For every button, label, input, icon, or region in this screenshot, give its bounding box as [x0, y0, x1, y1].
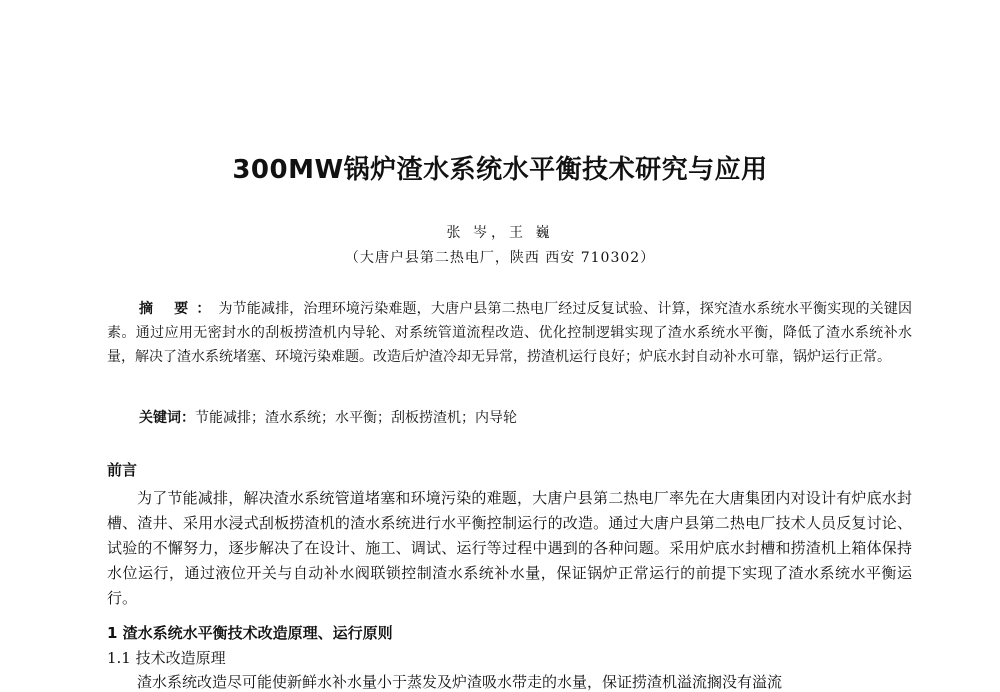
keywords-text: 节能减排；渣水系统；水平衡；刮板捞渣机；内导轮: [195, 410, 517, 426]
section-1-heading: 1 渣水系统水平衡技术改造原理、运行原则: [107, 624, 393, 642]
paper-title: 300MW锅炉渣水系统水平衡技术研究与应用: [232, 155, 768, 185]
section-1-1-heading: 1.1 技术改造原理: [107, 649, 226, 667]
abstract-label: 摘 要：: [139, 301, 219, 317]
intro-paragraph: 为了节能减排，解决渣水系统管道堵塞和环境污染的难题，大唐户县第二热电厂率先在大唐集团内对设计有炉底水封槽、渣井、采用水浸式刮板捞渣机的渣水系统进行水平衡控制运行的改造。通过大唐户县第二热电厂技术人员反复讨论、试验的不懈努力，逐步解决了在设计、施工、调试、运行等过程中遇到的各种问题。采用炉底水封槽和捞渣机上箱体保持水位运行，通过液位开关与自动补水阀联锁控制渣水系统补水量，保证锅炉正常运行的前提下实现了渣水系统水平衡运行。: [107, 489, 912, 607]
authors: 张 岑，王 巍: [446, 225, 554, 241]
abstract-text: 为节能减排，治理环境污染难题，大唐户县第二热电厂经过反复试验、计算，探究渣水系统水平衡实现的关键因素。通过应用无密封水的刮板捞渣机内导轮、对系统管道流程改造、优化控制逻辑实现了渣水系统水平衡，降低了渣水系统补水量，解决了渣水系统堵塞、环境污染难题。改造后炉渣冷却无异常，捞渣机运行良好；炉底水封自动补水可靠，锅炉运行正常。: [107, 301, 912, 365]
section-1-1-paragraph: 渣水系统改造尽可能使新鲜水补水量小于蒸发及炉渣吸水带走的水量，保证捞渣机溢流搁没有溢流: [137, 673, 783, 691]
affiliation: （大唐户县第二热电厂，陕西 西安 710302）: [344, 250, 656, 266]
preface-heading: 前言: [107, 461, 138, 479]
abstract: [107, 297, 912, 369]
keywords: [139, 406, 517, 430]
keywords-label: 关键词：: [139, 410, 195, 426]
